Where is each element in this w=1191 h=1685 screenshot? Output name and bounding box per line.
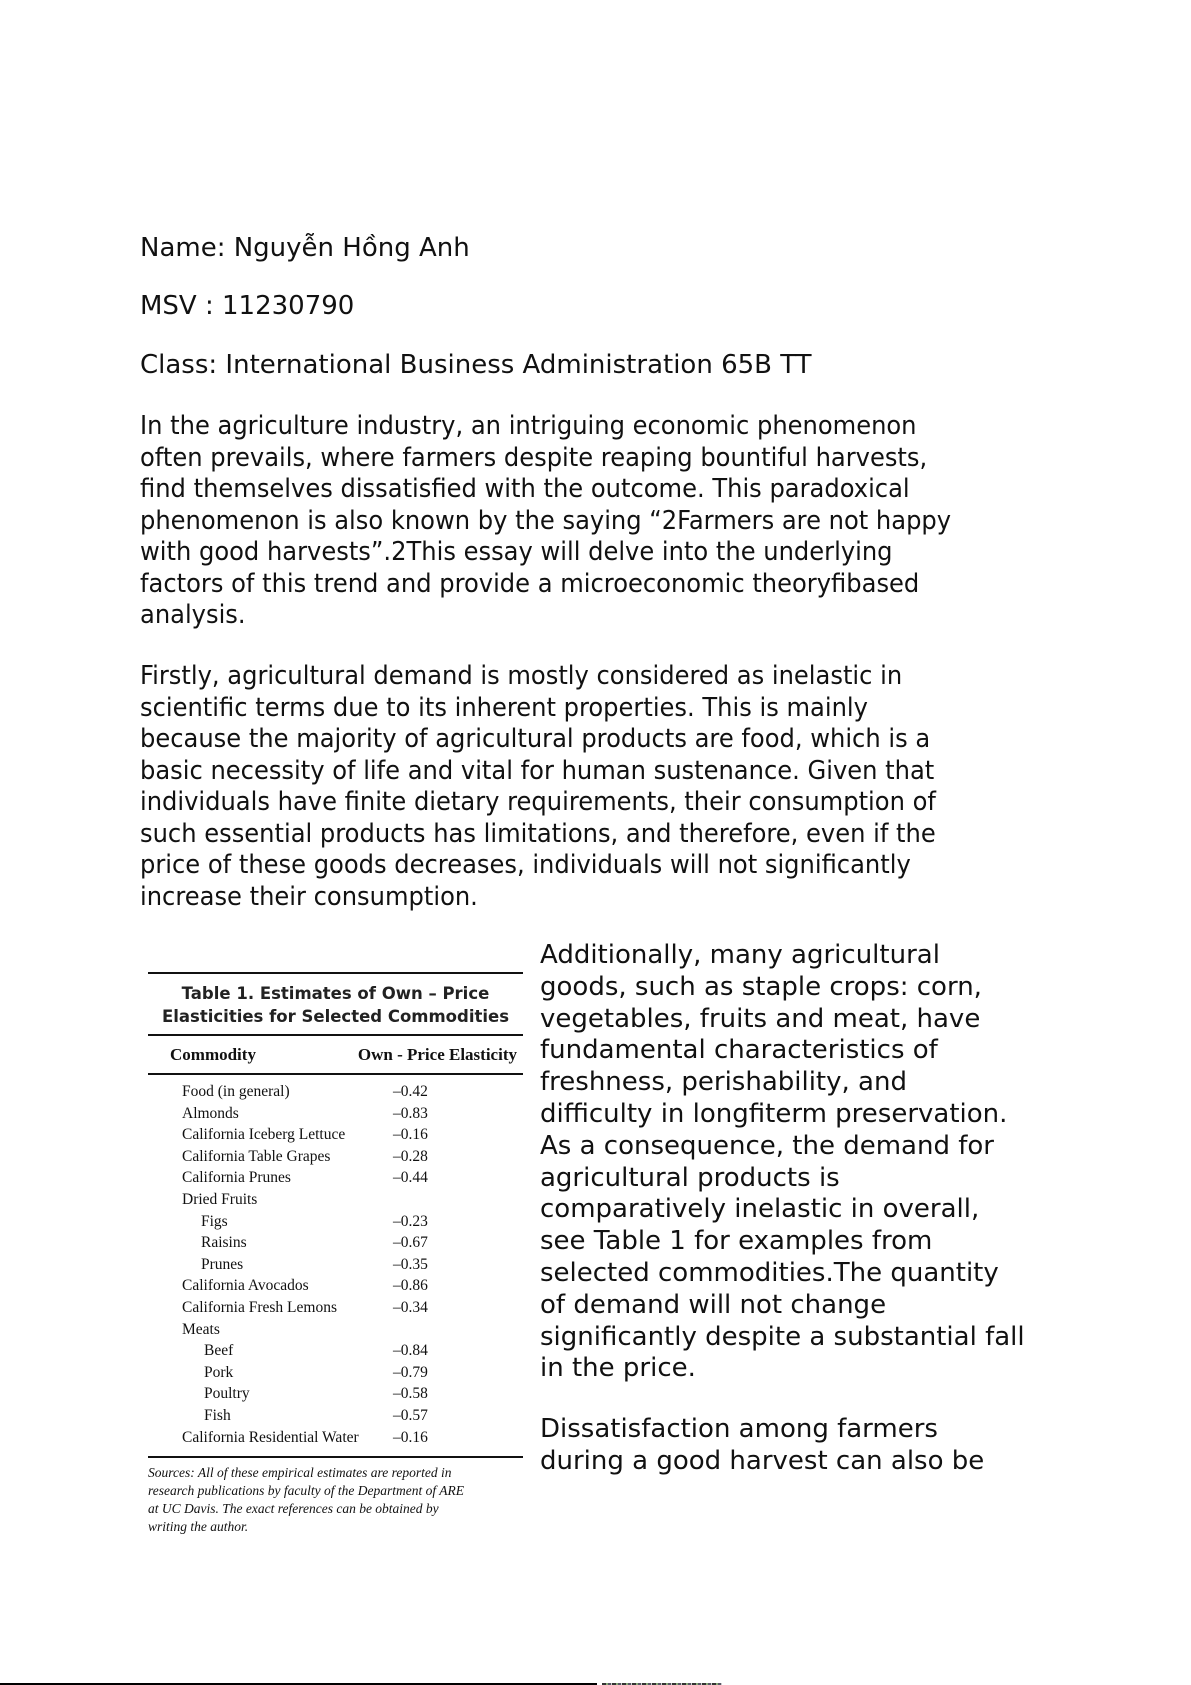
firstly-line: individuals have finite dietary requirements, their consumption of [140,787,936,817]
elasticity-value: –0.16 [393,1126,428,1144]
elasticity-value: –0.34 [393,1298,428,1316]
commodity-name: Almonds [182,1104,239,1122]
elasticity-value: –0.86 [393,1277,428,1295]
commodity-name: Beef [204,1342,234,1360]
intro-line: with good harvests”.2This essay will delve into the underlying [140,537,893,567]
table-row [148,1427,523,1449]
table-header [148,1036,523,1073]
table-row [148,1383,523,1405]
elasticity-value: –0.42 [393,1083,428,1100]
table-row [148,1081,523,1103]
intro-line: factors of this trend and provide a microeconomic theoryfibased [140,568,920,599]
commodity-name: Poultry [204,1385,250,1403]
commodity-name: Raisins [201,1234,247,1252]
intro-line: often prevails, where farmers despite reaping bountiful harvests, [140,442,928,473]
firstly-line: because the majority of agricultural products are food, which is a [140,724,931,754]
sources-line: writing the author. [148,1519,249,1535]
intro-line: analysis. [140,600,246,630]
commodity-name: Food (in general) [182,1083,290,1100]
table-row [148,1232,523,1254]
table-row [148,1275,523,1297]
table-row [148,1189,523,1211]
intro-line: phenomenon is also known by the saying “2Farmers are not happy [140,505,952,536]
dissatisfaction-line: Dissatisfaction among farmers [540,1414,938,1444]
table-row [148,1405,523,1427]
intro-line: find themselves dissatisfied with the outcome. This paradoxical [140,474,910,504]
additionally-line: selected commodities.The quantity [540,1257,999,1288]
table-row [148,1167,523,1189]
dissatisfaction-line: during a good harvest can also be [540,1445,985,1476]
commodity-name: California Avocados [182,1277,309,1295]
elasticity-value: –0.58 [393,1385,428,1403]
elasticity-value: –0.57 [393,1406,428,1424]
table-caption-line: Table 1. Estimates of Own – Price [181,984,490,1003]
table-sources-note [148,1458,523,1536]
commodity-name: California Prunes [182,1169,291,1187]
firstly-line: price of these goods decreases, individuals will not significantly [140,850,911,880]
additionally-line: goods, such as staple crops: corn, [540,971,982,1002]
commodity-name: Figs [201,1212,228,1230]
elasticity-value: –0.23 [393,1212,428,1230]
firstly-paragraph [140,661,1075,913]
commodity-name: Dried Fruits [182,1190,258,1208]
additionally-line: Additionally, many agricultural [540,940,940,970]
additionally-line: freshness, perishability, and [540,1067,907,1098]
additionally-line: significantly despite a substantial fall [540,1321,1025,1352]
commodity-name: Fish [204,1406,231,1424]
dissatisfaction-paragraph [540,1414,1060,1478]
elasticity-value: –0.79 [393,1363,428,1381]
additionally-line: vegetables, fruits and meat, have [540,1003,981,1034]
intro-paragraph [140,411,1075,632]
commodity-name: California Table Grapes [182,1147,331,1165]
sources-line: Sources: All of these empirical estimates are reported in [148,1465,452,1481]
column-header-elasticity: Own - Price Elasticity [357,1045,517,1064]
table-row [148,1124,523,1146]
additionally-paragraph [540,940,1060,1385]
additionally-line: see Table 1 for examples from [540,1226,933,1257]
table-caption [148,974,523,1034]
column-header-commodity: Commodity [170,1045,256,1064]
commodity-name: Meats [182,1320,220,1338]
table-body [148,1075,523,1456]
additionally-line: As a consequence, the demand for [540,1130,994,1161]
firstly-line: increase their consumption. [140,881,478,912]
elasticity-value [393,1319,453,1341]
student-id: MSV : 11230790 [140,291,355,321]
additionally-line: fundamental characteristics of [540,1035,938,1066]
elasticity-value: –0.35 [393,1255,428,1273]
firstly-line: such essential products has limitations, and therefore, even if the [140,818,936,849]
table-row [148,1362,523,1384]
additionally-line: of demand will not change [540,1289,887,1320]
commodity-name: California Residential Water [182,1428,359,1446]
student-class: Class: International Business Administration 65B TT [140,350,812,380]
elasticity-value: –0.44 [393,1169,428,1187]
firstly-line: Firstly, agricultural demand is mostly considered as inelastic in [140,661,903,691]
commodity-name: California Fresh Lemons [182,1298,337,1316]
table-row [148,1340,523,1362]
table-row [148,1254,523,1276]
additionally-line: difficulty in longfiterm preservation. [540,1098,1008,1129]
table-row [148,1319,523,1341]
additionally-line: comparatively inelastic in overall, [540,1194,980,1225]
commodity-name: Pork [204,1363,234,1381]
table-row [148,1211,523,1233]
elasticity-value: –0.84 [393,1342,428,1360]
firstly-line: basic necessity of life and vital for human sustenance. Given that [140,755,935,786]
elasticity-value: –0.83 [393,1104,428,1122]
table-row [148,1146,523,1168]
additionally-line: agricultural products is [540,1162,840,1193]
table-row [148,1297,523,1319]
student-name: Name: Nguyễn Hồng Anh [140,233,470,263]
intro-line: In the agriculture industry, an intriguing economic phenomenon [140,411,917,441]
firstly-line: scientific terms due to its inherent properties. This is mainly [140,692,868,723]
elasticity-value: –0.28 [393,1147,428,1165]
elasticity-value [393,1189,453,1211]
commodity-name: Prunes [201,1255,244,1273]
commodity-name: California Iceberg Lettuce [182,1126,346,1144]
additionally-line: in the price. [540,1353,696,1384]
sources-line: research publications by faculty of the Department of ARE [148,1483,464,1499]
table-caption-line: Elasticities for Selected Commodities [161,1007,510,1026]
sources-line: at UC Davis. The exact references can be obtained by [148,1501,439,1517]
elasticity-value: –0.67 [393,1234,428,1252]
elasticity-value: –0.16 [393,1428,428,1446]
table-row [148,1103,523,1125]
elasticity-table [148,972,523,1536]
